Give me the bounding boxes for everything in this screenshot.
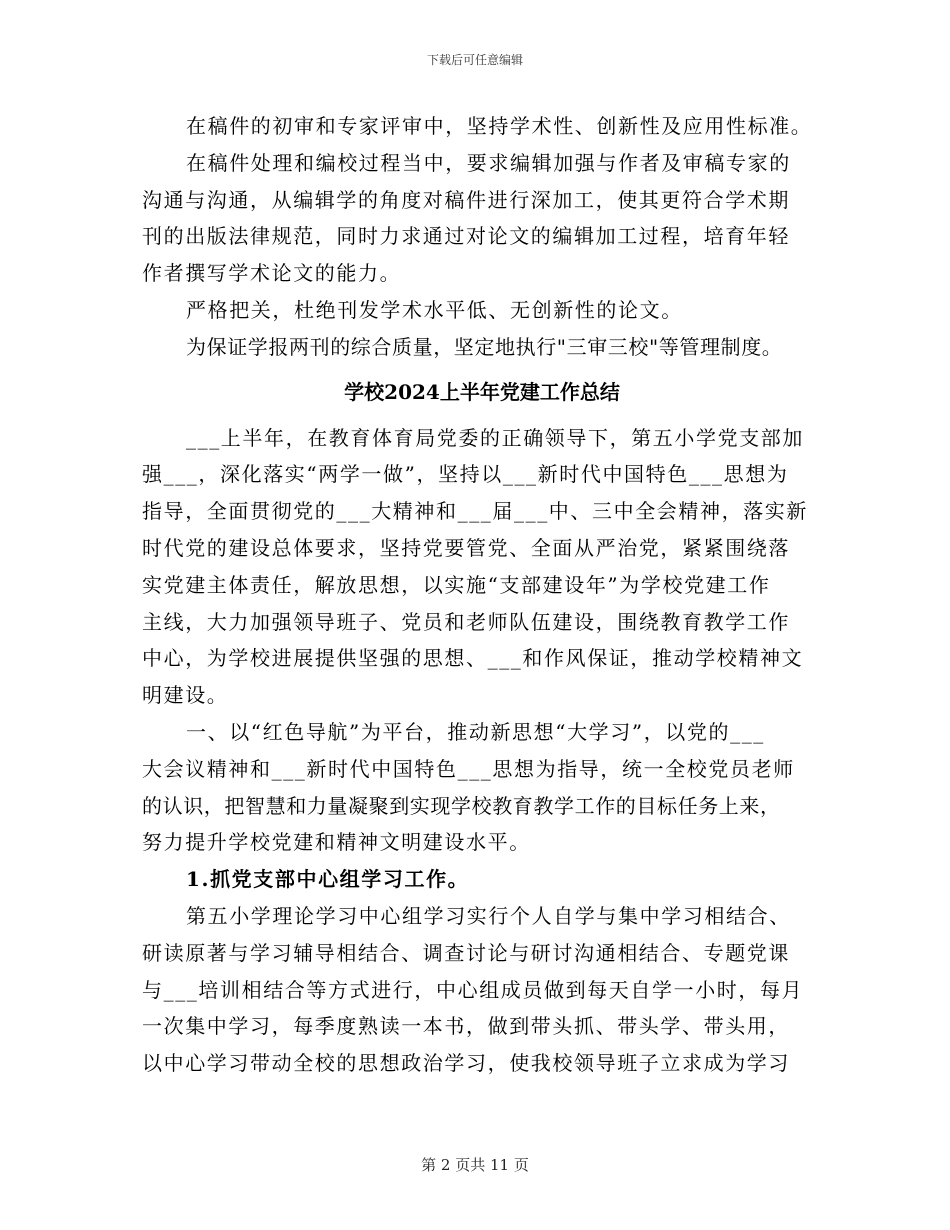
paragraph-line: 刊的出版法律规范，同时力求通过对论文的编辑加工过程，培育年轻 <box>142 224 790 249</box>
paragraph-line: 严格把关，杜绝刊发学术水平低、无创新性的论文。 <box>186 297 683 322</box>
subheading: 1.抓党支部中心组学习工作。 <box>186 867 470 892</box>
page-header: 下载后可任意编辑 <box>426 53 523 67</box>
paragraph-line: 主线，大力加强领导班子、党员和老师队伍建设，围绕教育教学工作 <box>142 609 790 634</box>
paragraph-line: 研读原著与学习辅导相结合、调查讨论与研讨沟通相结合、专题党课 <box>142 940 790 965</box>
paragraph-line: 强___，深化落实“两学一做”，坚持以___新时代中国特色___思想为 <box>142 462 789 487</box>
paragraph-line: 以中心学习带动全校的思想政治学习，使我校领导班子立求成为学习 <box>142 1051 790 1076</box>
paragraph-line: 中心，为学校进展提供坚强的思想、___和作风保证，推动学校精神文 <box>142 646 804 671</box>
paragraph-line: 努力提升学校党建和精神文明建设水平。 <box>142 830 531 855</box>
paragraph-line: 一次集中学习，每季度熟读一本书，做到带头抓、带头学、带头用， <box>142 1014 790 1039</box>
paragraph-line: 作者撰写学术论文的能力。 <box>142 261 402 286</box>
section-title: 学校2024上半年党建工作总结 <box>344 379 620 404</box>
paragraph-line: 与___培训相结合等方式进行，中心组成员做到每天自学一小时，每月 <box>142 977 804 1002</box>
paragraph-line: 在稿件处理和编校过程当中，要求编辑加强与作者及审稿专家的 <box>186 150 791 175</box>
paragraph-line: 明建设。 <box>142 683 229 708</box>
paragraph-line: 指导，全面贯彻党的___大精神和___届___中、三中全会精神，落实新 <box>142 499 808 524</box>
paragraph-line: 沟通与沟通，从编辑学的角度对稿件进行深加工，使其更符合学术期 <box>142 187 790 212</box>
paragraph-line: 实党建主体责任，解放思想，以实施“支部建设年”为学校党建工作 <box>142 572 771 597</box>
paragraph-line: ___上半年，在教育体育局党委的正确领导下，第五小学党支部加 <box>186 425 804 450</box>
paragraph-line: 为保证学报两刊的综合质量，坚定地执行"三审三校"等管理制度。 <box>186 334 783 359</box>
paragraph-line: 在稿件的初审和专家评审中，坚持学术性、创新性及应用性标准。 <box>186 114 813 138</box>
paragraph-line: 一、以“红色导航”为平台，推动新思想“大学习”，以党的___ <box>186 719 765 744</box>
paragraph-line: 第五小学理论学习中心组学习实行个人自学与集中学习相结合、 <box>186 903 791 928</box>
paragraph-line: 大会议精神和___新时代中国特色___思想为指导，统一全校党员老师 <box>142 756 795 781</box>
page-footer: 第 2 页共 11 页 <box>421 1156 529 1174</box>
paragraph-line: 时代党的建设总体要求，坚持党要管党、全面从严治党，紧紧围绕落 <box>142 535 790 560</box>
document-body <box>142 108 822 1082</box>
paragraph-line: 的认识，把智慧和力量凝聚到实现学校教育教学工作的目标任务上来， <box>142 793 781 818</box>
